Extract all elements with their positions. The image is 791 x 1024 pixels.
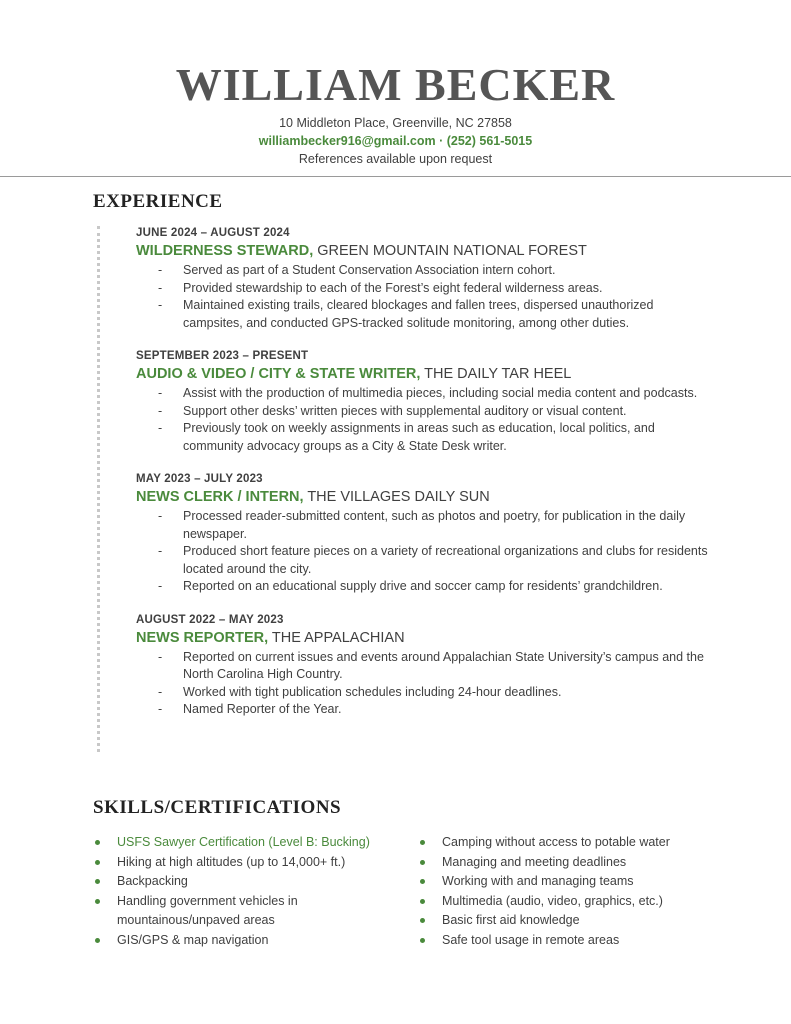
skill-text: Working with and managing teams bbox=[442, 874, 634, 888]
skill-item bbox=[418, 853, 738, 873]
job-title: AUDIO & VIDEO / CITY & STATE WRITER, bbox=[136, 366, 421, 382]
duty-text: Served as part of a Student Conservation Association intern cohort. bbox=[183, 263, 556, 277]
job-dates: SEPTEMBER 2023 – PRESENT bbox=[136, 350, 309, 362]
duty-item bbox=[136, 262, 716, 280]
duty-text: Reported on current issues and events around Appalachian State University’s campus and the North Carolina High Country. bbox=[183, 649, 704, 681]
timeline-dots bbox=[97, 226, 100, 752]
duty-item bbox=[136, 403, 716, 421]
skill-item bbox=[418, 931, 738, 951]
job-organization: THE VILLAGES DAILY SUN bbox=[303, 489, 490, 505]
duty-text: Reported on an educational supply drive and soccer camp for residents’ grandchildren. bbox=[183, 579, 663, 593]
job-duties bbox=[136, 649, 716, 719]
skill-text: Multimedia (audio, video, graphics, etc.) bbox=[442, 893, 663, 908]
duty-item bbox=[136, 297, 716, 332]
skill-text: Safe tool usage in remote areas bbox=[442, 932, 620, 947]
duty-text: Named Reporter of the Year. bbox=[183, 702, 342, 716]
skill-item bbox=[418, 892, 738, 912]
job-organization: GREEN MOUNTAIN NATIONAL FOREST bbox=[313, 243, 587, 259]
job-duties bbox=[136, 385, 716, 455]
duty-item bbox=[136, 420, 716, 455]
skill-text: Managing and meeting deadlines bbox=[442, 854, 627, 869]
duty-text: Produced short feature pieces on a variety of recreational organizations and clubs for residents located around the city. bbox=[183, 544, 708, 576]
bullet-dot-icon bbox=[420, 860, 425, 865]
job-entry bbox=[136, 225, 716, 332]
skill-text: GIS/GPS & map navigation bbox=[117, 932, 269, 947]
job-dates: AUGUST 2022 – MAY 2023 bbox=[136, 613, 284, 626]
job-title: WILDERNESS STEWARD, bbox=[136, 243, 314, 259]
job-role bbox=[136, 487, 716, 507]
duty-text: Maintained existing trails, cleared blockages and fallen trees, dispersed unauthorized campsites, and conducted GPS-tracked solitude monitoring, among other duties. bbox=[183, 298, 654, 330]
dash-bullet: - bbox=[158, 509, 163, 523]
job-duties bbox=[136, 508, 716, 596]
bullet-dot-icon bbox=[420, 938, 425, 943]
dash-bullet: - bbox=[158, 403, 163, 418]
duty-item bbox=[136, 684, 716, 702]
address: 10 Middleton Place, Greenville, NC 27858 bbox=[279, 116, 512, 130]
dash-bullet: - bbox=[158, 421, 163, 435]
job-title: NEWS REPORTER, bbox=[136, 629, 269, 646]
dash-bullet: - bbox=[158, 386, 163, 400]
bullet-dot-icon bbox=[95, 840, 100, 845]
candidate-name: WILLIAM BECKER bbox=[175, 59, 616, 110]
job-title: NEWS CLERK / INTERN, bbox=[136, 489, 304, 505]
skill-item bbox=[93, 931, 413, 951]
skill-item bbox=[418, 911, 738, 931]
skill-text: Hiking at high altitudes (up to 14,000+ ft.) bbox=[117, 854, 346, 869]
job-organization: THE DAILY TAR HEEL bbox=[420, 366, 572, 382]
dash-bullet: - bbox=[158, 702, 163, 716]
references-note: References available upon request bbox=[298, 152, 493, 166]
bullet-dot-icon bbox=[95, 899, 100, 904]
job-duties bbox=[136, 262, 716, 332]
dash-bullet: - bbox=[158, 684, 163, 699]
skills-column-right bbox=[418, 833, 738, 950]
duty-text: Processed reader-submitted content, such as photos and poetry, for publication in the daily newspaper. bbox=[183, 509, 686, 541]
skills-column-left bbox=[93, 833, 413, 950]
skills-heading: SKILLS/CERTIFICATIONS bbox=[93, 797, 342, 818]
contact-info: williambecker916@gmail.com · (252) 561-5015 bbox=[258, 134, 533, 148]
duty-item bbox=[136, 543, 716, 578]
job-dates: JUNE 2024 – AUGUST 2024 bbox=[136, 227, 290, 239]
duty-item bbox=[136, 385, 716, 403]
job-organization: THE APPALACHIAN bbox=[268, 629, 405, 646]
skill-item bbox=[93, 853, 413, 873]
dash-bullet: - bbox=[158, 280, 163, 295]
skill-text: Basic first aid knowledge bbox=[442, 913, 580, 927]
experience-heading: EXPERIENCE bbox=[93, 191, 223, 212]
dash-bullet: - bbox=[158, 544, 163, 558]
skill-text: Camping without access to potable water bbox=[442, 835, 670, 849]
duty-item bbox=[136, 280, 716, 298]
resume-header bbox=[0, 58, 791, 168]
bullet-dot-icon bbox=[420, 840, 425, 845]
duty-text: Assist with the production of multimedia pieces, including social media content and podcasts. bbox=[183, 386, 698, 400]
skill-text: USFS Sawyer Certification (Level B: Bucking) bbox=[117, 835, 370, 849]
job-role bbox=[136, 241, 716, 261]
header-divider bbox=[0, 176, 791, 177]
dash-bullet: - bbox=[158, 263, 163, 277]
dash-bullet: - bbox=[158, 579, 163, 593]
skill-item bbox=[93, 872, 413, 892]
dash-bullet: - bbox=[158, 298, 163, 312]
bullet-dot-icon bbox=[420, 899, 425, 904]
bullet-dot-icon bbox=[95, 938, 100, 943]
skill-item bbox=[418, 872, 738, 892]
duty-text: Support other desks’ written pieces with supplemental auditory or visual content. bbox=[183, 403, 627, 418]
bullet-dot-icon bbox=[95, 879, 100, 884]
duty-item bbox=[136, 578, 716, 596]
duty-item bbox=[136, 649, 716, 684]
job-role bbox=[136, 364, 716, 384]
duty-item bbox=[136, 701, 716, 719]
dash-bullet: - bbox=[158, 649, 163, 664]
job-entry bbox=[136, 348, 716, 455]
bullet-dot-icon bbox=[420, 918, 425, 923]
skill-item bbox=[418, 833, 738, 853]
skill-text: Handling government vehicles in mountainous/unpaved areas bbox=[117, 893, 298, 927]
bullet-dot-icon bbox=[420, 879, 425, 884]
duty-text: Provided stewardship to each of the Forest’s eight federal wilderness areas. bbox=[183, 280, 603, 295]
skill-item bbox=[93, 892, 317, 931]
bullet-dot-icon bbox=[95, 860, 100, 865]
job-entry bbox=[136, 471, 716, 596]
duty-text: Previously took on weekly assignments in areas such as education, local politics, and community advocacy groups as a City & State Desk writer. bbox=[183, 421, 655, 453]
job-role bbox=[136, 628, 716, 648]
job-dates: MAY 2023 – JULY 2023 bbox=[136, 473, 263, 485]
job-entry bbox=[136, 612, 716, 719]
skill-text: Backpacking bbox=[117, 874, 188, 888]
experience-list bbox=[136, 225, 716, 735]
duty-text: Worked with tight publication schedules including 24-hour deadlines. bbox=[183, 684, 562, 699]
skill-item bbox=[93, 833, 413, 853]
duty-item bbox=[136, 508, 716, 543]
